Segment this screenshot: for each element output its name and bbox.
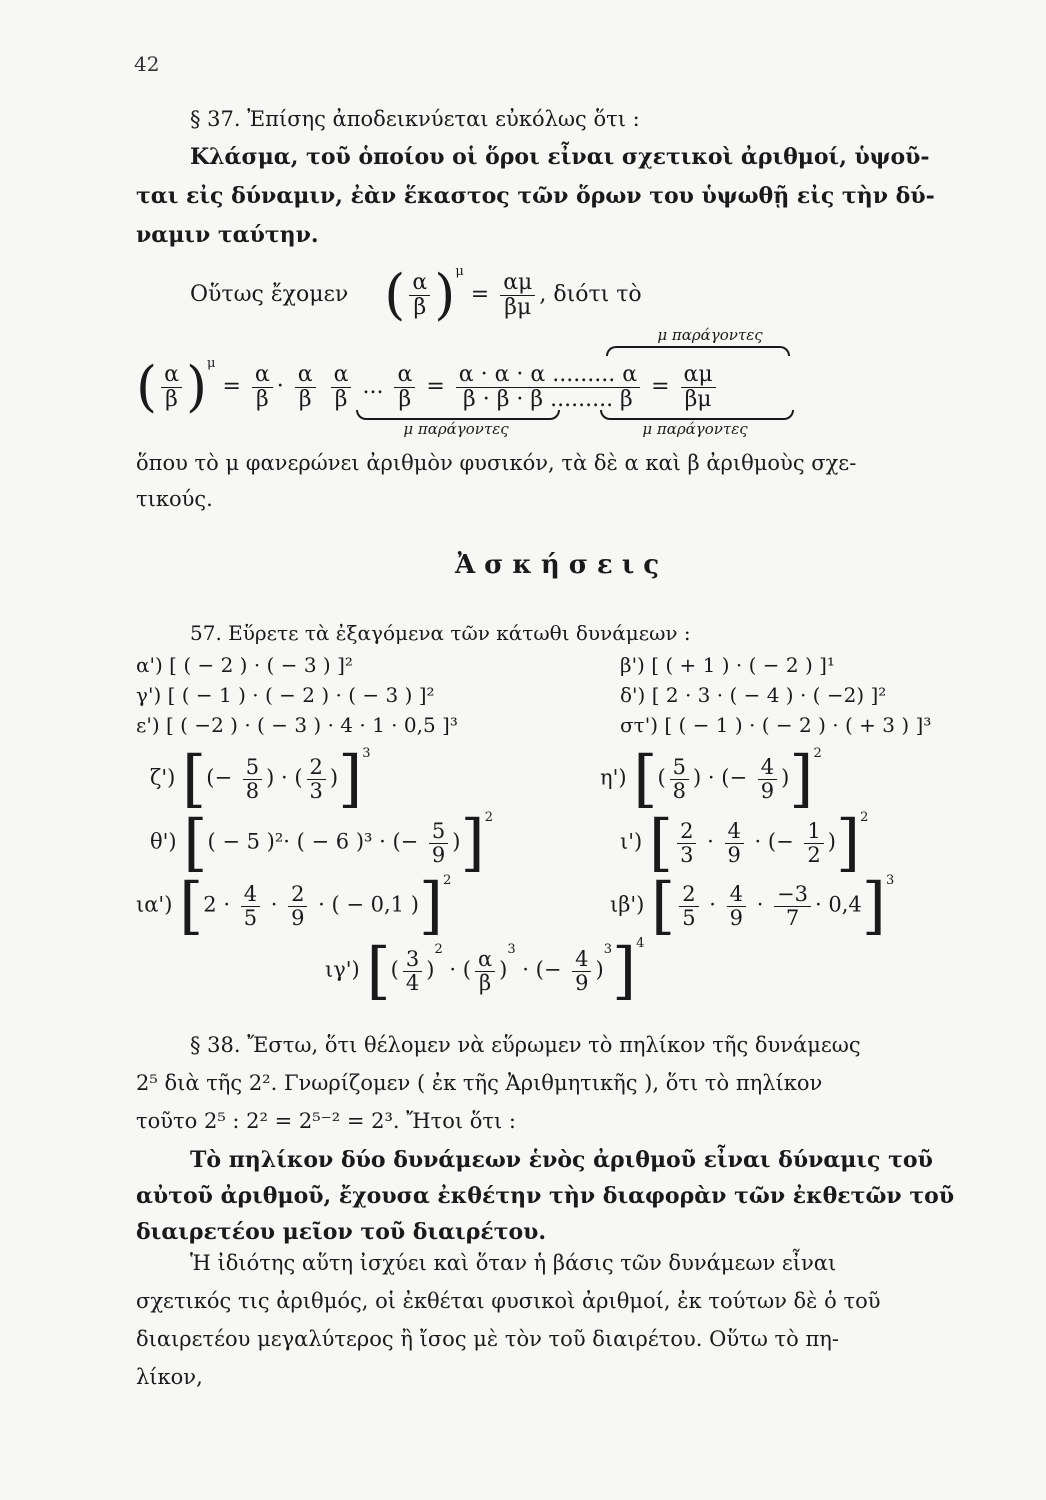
- example-prefix: Οὕτως ἔχομεν: [190, 282, 349, 307]
- section-38-rule-line-3: διαιρετέου μεῖον τοῦ διαιρέτου.: [136, 1219, 547, 1245]
- section-38-rule-line-2: αὐτοῦ ἀριθμοῦ, ἔχουσα ἐκθέτην τὴν διαφορὰν τῶν ἐκθετῶν τοῦ: [136, 1183, 955, 1209]
- open-paren: (: [384, 263, 406, 326]
- exercise-ib: ιβ') [ $\frac{2}{5}$ · $\frac{4}{9}$ · $\frac{-3}{7}$ · 0,4]$^3$: [610, 869, 895, 942]
- section-38-tail-line-3: διαιρετέου μεγαλύτερος ἢ ἴσος μὲ τὸν τοῦ διαιρέτου. Οὕτω τὸ πη-: [136, 1327, 839, 1351]
- exponent-mu: μ: [455, 263, 464, 279]
- overbrace: [606, 346, 790, 356]
- section-37-rule-line-2: ται εἰς δύναμιν, ἐὰν ἕκαστος τῶν ὅρων του ὑψωθῇ εἰς τὴν δύ-: [136, 183, 935, 209]
- section-38-rule-line-1: Τὸ πηλίκον δύο δυνάμεων ἑνὸς ἀριθμοῦ εἶναι δύναμις τοῦ: [190, 1147, 933, 1173]
- brace-label-top: μ παράγοντες: [657, 326, 763, 344]
- section-38-line-1: § 38. Ἔστω, ὅτι θέλομεν νὰ εὕρωμεν τὸ πηλίκον τῆς δυνάμεως: [190, 1033, 861, 1057]
- derivation-formula: ( $\frac{\alpha}{\beta}$ )$^\mu$ = $\frac{\alpha}{\beta}$ · $\frac{\alpha}{\beta}$ $\frac{\alpha}{\beta}$ ... $\frac{\alpha}{\beta}$ = $\frac{\alpha \cdot \alpha \cdot \alpha ......... \alpha}{\beta \cdot \beta \cdot \beta ......... \beta}$ = $\frac{\alpha\mu}{\beta\mu}$: [136, 360, 720, 414]
- section-38-line-2: 2⁵ διὰ τῆς 2². Γνωρίζομεν ( ἐκ τῆς Ἀριθμητικῆς ), ὅτι τὸ πηλίκον: [136, 1071, 823, 1095]
- exercises-title: Ἀσκήσεις: [455, 550, 669, 580]
- example-formula: Οὕτως ἔχομεν ( $\frac{\alpha}{\beta}$ )$^\mu$ = $\frac{\alpha\mu}{\beta\mu}$ , διότι τὸ: [190, 263, 642, 326]
- exercise-ig: ιγ') [( $\frac{3}{4}$ )$^2$ · ( $\frac{\alpha}{\beta}$ )$^3$ · (− $\frac{4}{9}$ )$^3$]$^4$: [325, 934, 645, 1007]
- exercise-eta: η') [( $\frac{5}{8}$ ) · (− $\frac{4}{9}$ )]$^2$: [600, 742, 822, 815]
- underbrace-right: [600, 410, 794, 420]
- explanation-line-1: ὅπου τὸ μ φανερώνει ἀριθμὸν φυσικόν, τὰ δὲ α καὶ β ἀριθμοὺς σχε-: [136, 451, 857, 475]
- close-paren: ): [434, 263, 456, 326]
- exercise-zeta: ζ') [(− $\frac{5}{8}$ ) · ( $\frac{2}{3}$ )]$^3$: [150, 742, 371, 815]
- exercise-stigma: στ') [ ( − 1 ) · ( − 2 ) · ( + 3 ) ]³: [620, 713, 932, 737]
- exercise-gamma: γ') [ ( − 1 ) · ( − 2 ) · ( − 3 ) ]²: [136, 683, 435, 707]
- exercise-ia: ια') [2 · $\frac{4}{5}$ · $\frac{2}{9}$ · ( − 0,1 )]$^2$: [136, 869, 452, 942]
- brace-label-left: μ παράγοντες: [403, 420, 509, 438]
- example-suffix: , διότι τὸ: [539, 282, 642, 307]
- underbrace-left: [356, 410, 560, 420]
- section-37-rule-line-1: Κλάσμα, τοῦ ὁποίου οἱ ὅροι εἶναι σχετικοὶ ἀριθμοί, ὑψοῦ-: [190, 144, 930, 170]
- brace-label-right: μ παράγοντες: [642, 420, 748, 438]
- section-37-heading: § 37. Ἐπίσης ἀποδεικνύεται εὐκόλως ὅτι :: [190, 107, 640, 131]
- exercise-alpha: α') [ ( − 2 ) · ( − 3 ) ]²: [136, 653, 353, 677]
- product-fraction: $\frac{\alpha \cdot \alpha \cdot \alpha ......... \alpha}{\beta \cdot \beta \cdot \beta ......... \beta}$: [456, 363, 640, 410]
- section-38-tail-line-1: Ἡ ἰδιότης αὕτη ἰσχύει καὶ ὅταν ἡ βάσις τῶν δυνάμεων εἶναι: [190, 1251, 837, 1275]
- exercise-delta: δ') [ 2 · 3 · ( − 4 ) · ( −2) ]²: [620, 683, 887, 707]
- explanation-line-2: τικούς.: [136, 487, 213, 511]
- exercise-theta: θ') [( − 5 )²· ( − 6 )³ · (− $\frac{5}{9}$ )]$^2$: [150, 806, 493, 879]
- exercise-beta: β') [ ( + 1 ) · ( − 2 ) ]¹: [620, 653, 835, 677]
- fraction-alpha-mu-beta-mu: $\frac{\alpha\mu}{\beta\mu}$: [500, 271, 535, 318]
- exercise-57-intro: 57. Εὕρετε τὰ ἐξαγόμενα τῶν κάτωθι δυνάμεων :: [190, 621, 691, 645]
- section-37-rule-line-3: ναμιν ταύτην.: [136, 222, 319, 248]
- exercise-iota: ι') [ $\frac{2}{3}$ · $\frac{4}{9}$ · (− $\frac{1}{2}$ )]$^2$: [620, 806, 869, 879]
- section-38-tail-line-4: λίκον,: [136, 1365, 203, 1389]
- page-number: 42: [134, 52, 160, 76]
- exercise-epsilon: ε') [ ( −2 ) · ( − 3 ) · 4 · 1 · 0,5 ]³: [136, 713, 458, 737]
- fraction-alpha-beta: $\frac{\alpha}{\beta}$: [409, 271, 430, 318]
- section-38-tail-line-2: σχετικός τις ἀριθμός, οἱ ἐκθέται φυσικοὶ ἀριθμοί, ἐκ τούτων δὲ ὁ τοῦ: [136, 1289, 881, 1313]
- section-38-line-3: τοῦτο 2⁵ : 2² = 2⁵⁻² = 2³. Ἤτοι ὅτι :: [136, 1109, 517, 1133]
